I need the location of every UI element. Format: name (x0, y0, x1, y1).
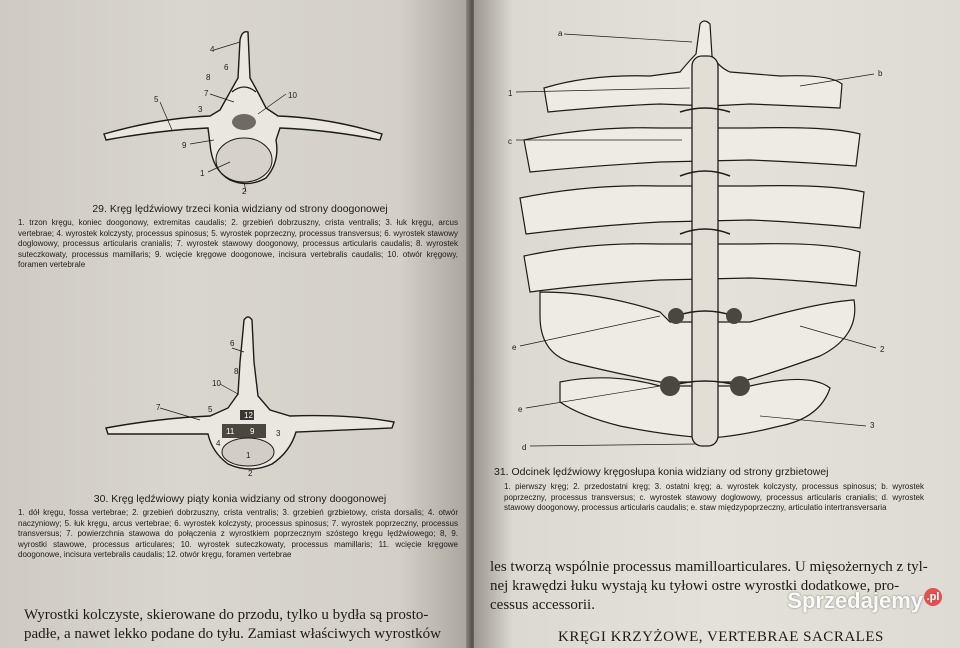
figure-31-title: 31. Odcinek lędźwiowy kręgosłupa konia widziany od strony grzbietowej (494, 466, 829, 478)
fig29-label: 5 (154, 95, 159, 104)
fig30-label: 9 (250, 427, 255, 436)
figure-30-title: 30. Kręg lędźwiowy piąty konia widziany od strony doogonowej (93, 493, 387, 505)
figure-31-legend: 1. pierwszy kręg; 2. przedostatni kręg; 3. ostatni kręg; a. wyrostek kolczysty, processus spinosus; b. wyrostek poprzeczny, processus transversus; c. wyrostek stawowy doglowowy, processus articularis cranialis; d. wyrostek stawowy doogonowy, processus articularis caudalis; e. staw międzypoprzeczny, articulatio intertransversaria (504, 482, 924, 513)
fig31-label: a (558, 29, 563, 38)
watermark-badge: .pl (924, 588, 942, 606)
fig29-label: 2 (242, 187, 247, 196)
left-body-text (24, 606, 464, 644)
fig30-label: 4 (216, 439, 221, 448)
right-page (474, 0, 960, 648)
fig29-label: 3 (198, 105, 203, 114)
fig29-label: 7 (204, 89, 209, 98)
fig31-label: 3 (870, 421, 875, 430)
left-page (0, 0, 470, 648)
fig31-label: c (508, 137, 512, 146)
fig30-label: 7 (156, 403, 161, 412)
section-heading: KRĘGI KRZYŻOWE, VERTEBRAE SACRALES (558, 629, 884, 645)
figure-30-legend: 1. dół kręgu, fossa vertebrae; 2. grzebień dobrzuszny, crista ventralis; 3. grzebień grzbietowy, crista dorsalis; 4. otwór naczyniowy; 5. łuk kręgu, arcus vertebrae; 6. wyrostek kolczysty, processus spinosus; 7. wyrostek poprzeczny, processus transversus; 7. powierzchnia stawowa do połączenia z wyrostkiem poprzecznym szóstego kręgu lędźwiowego; 8, 9. wyrostki stawowe, processus articulares; 10. wyrostek suteczkowaty, processus mamillaris; 11. wcięcie kręgowe doogonowe, incisura vertebralis caudalis; 12. otwór kręgu, foramen vertebrae (18, 508, 458, 560)
figure-31-spine-drawing (500, 16, 940, 456)
fig31-label: d (522, 443, 527, 452)
figure-29-legend: 1. trzon kręgu, koniec doogonowy, extremitas caudalis; 2. grzebień dobrzuszny, crista ventralis; 3. łuk kręgu, arcus vertebrae; 4. wyrostek kolczysty, processus spinosus; 5. wyrostek poprzeczny, processus transversus; 6. wyrostek stawowy doglowowy, processus articularis cranialis; 7. wyrostek stawowy doogonowy, processus articularis caudalis; 8. wyrostek suteczkowaty, processus mamillaris; 9. wcięcie kręgowe doogonowe, incisura vertebralis caudalis; 10. otwór kręgowy, foramen vertebrale (18, 218, 458, 270)
body-line: les tworzą wspólnie processus mamilloarticulares. U mięsożernych z tyl- (490, 559, 928, 575)
fig30-label: 11 (226, 427, 235, 436)
fig31-label: e (512, 343, 517, 352)
fig29-label: 1 (200, 169, 205, 178)
body-line: Wyrostki kolczyste, skierowane do przodu, tylko u bydła są prosto- (24, 607, 429, 623)
fig29-label: 4 (210, 45, 215, 54)
watermark-logo (787, 588, 942, 614)
fig29-label: 10 (288, 91, 297, 100)
fig30-label: 6 (230, 339, 235, 348)
fig30-label: 12 (244, 411, 253, 420)
fig29-label: 8 (206, 73, 211, 82)
figure-30-vertebra-drawing (100, 312, 400, 480)
watermark-text: Sprzedajemy (787, 588, 923, 613)
body-line: cessus accessorii. (490, 597, 595, 613)
fig30-label: 1 (246, 451, 251, 460)
figure-29-title: 29. Kręg lędźwiowy trzeci konia widziany od strony doogonowej (92, 203, 388, 215)
fig31-label: 1 (508, 89, 513, 98)
fig30-label: 3 (276, 429, 281, 438)
fig30-label: 5 (208, 405, 213, 414)
body-line: nej krawędzi łuku wystają ku tyłowi ostre wyrostki dodatkowe, pro- (490, 578, 900, 594)
fig29-label: 9 (182, 141, 187, 150)
fig31-label: b (878, 69, 883, 78)
body-line: padłe, a nawet lekko podane do tyłu. Zamiast właściwych wyrostków (24, 626, 441, 642)
fig29-label: 6 (224, 63, 229, 72)
fig30-label: 8 (234, 367, 239, 376)
fig31-label: 2 (880, 345, 885, 354)
fig30-label: 2 (248, 469, 253, 478)
fig31-label: e (518, 405, 523, 414)
figure-29-vertebra-drawing (90, 22, 390, 197)
fig30-label: 10 (212, 379, 221, 388)
